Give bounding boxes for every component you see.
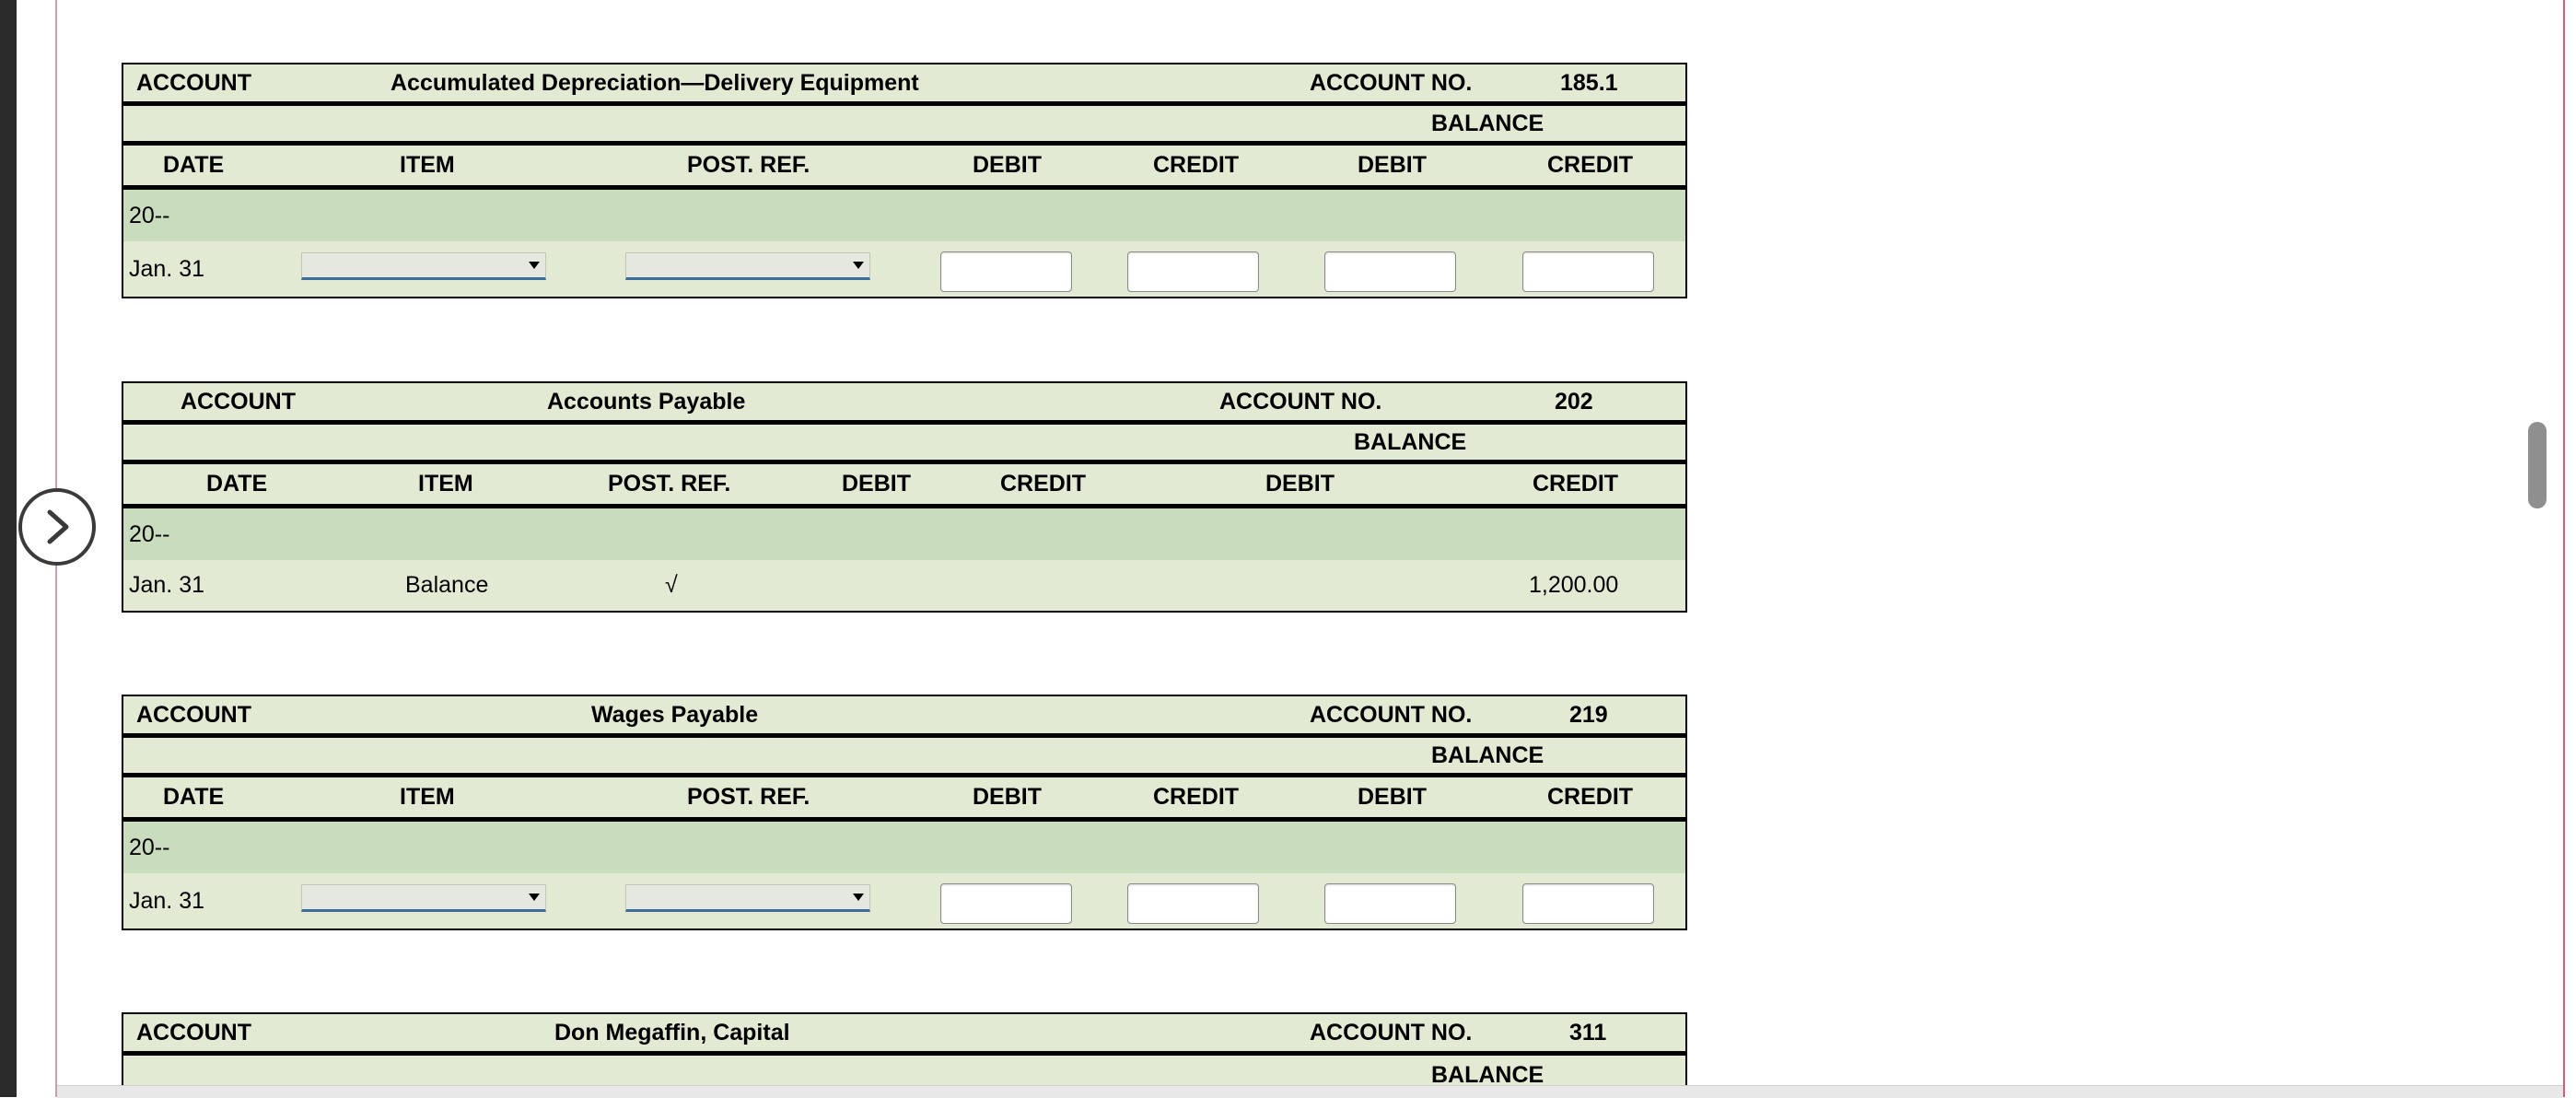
year-label: 20-- (129, 202, 170, 228)
balance-header-row (123, 425, 1685, 464)
entry-item: Balance (405, 572, 489, 598)
year-row (123, 508, 1685, 560)
year-label: 20-- (129, 520, 170, 547)
balance-label: BALANCE (1431, 742, 1544, 768)
debit-input[interactable] (940, 251, 1072, 292)
entry-date: Jan. 31 (129, 255, 205, 282)
entry-post-ref: √ (665, 572, 678, 598)
year-row (123, 190, 1685, 241)
account-label: ACCOUNT (136, 1019, 251, 1045)
horizontal-scrollbar[interactable] (57, 1085, 2563, 1098)
account-header-row (123, 64, 1685, 106)
entry-balance-credit: 1,200.00 (1529, 572, 1619, 598)
account-label: ACCOUNT (136, 69, 251, 96)
col-post-ref: POST. REF. (687, 784, 810, 810)
col-date: DATE (163, 784, 225, 810)
account-no: 185.1 (1560, 69, 1618, 96)
column-header-row (123, 146, 1685, 190)
account-no-label: ACCOUNT NO. (1310, 1019, 1473, 1045)
chevron-right-icon (39, 507, 76, 547)
item-dropdown[interactable] (301, 252, 546, 280)
debit-input[interactable] (940, 883, 1072, 924)
ledger-don-megaffin-capital (122, 1012, 1687, 1085)
year-label: 20-- (129, 834, 170, 860)
balance-header-row (123, 106, 1685, 146)
balance-label: BALANCE (1354, 428, 1467, 455)
col-debit: DEBIT (973, 784, 1042, 810)
dropdown-arrow-icon (529, 262, 540, 269)
account-name: Accumulated Depreciation—Delivery Equipment (390, 69, 919, 96)
balance-credit-input[interactable] (1522, 883, 1654, 924)
balance-credit-input[interactable] (1522, 251, 1654, 292)
content-right-border (2563, 0, 2565, 1097)
account-label: ACCOUNT (181, 388, 296, 415)
account-no: 219 (1569, 701, 1608, 728)
col-date: DATE (206, 471, 268, 496)
account-header-row (123, 383, 1685, 425)
account-no-label: ACCOUNT NO. (1310, 69, 1473, 96)
entry-date: Jan. 31 (129, 572, 205, 598)
column-header-row (123, 777, 1685, 822)
account-no-label: ACCOUNT NO. (1219, 388, 1382, 415)
balance-label: BALANCE (1431, 110, 1544, 136)
col-balance-debit: DEBIT (1358, 152, 1427, 178)
account-name: Wages Payable (591, 701, 759, 728)
col-balance-credit: CREDIT (1547, 152, 1634, 178)
col-item: ITEM (418, 471, 473, 496)
col-balance-credit: CREDIT (1547, 784, 1634, 810)
col-item: ITEM (400, 152, 455, 178)
account-no-label: ACCOUNT NO. (1310, 701, 1473, 728)
account-header-row (123, 696, 1685, 738)
left-panel-rail (0, 0, 17, 1097)
entry-date: Jan. 31 (129, 887, 205, 914)
account-label: ACCOUNT (136, 701, 251, 728)
ledger-wages-payable (122, 695, 1687, 930)
account-no: 202 (1555, 388, 1593, 415)
column-header-row (123, 464, 1685, 508)
post-ref-dropdown[interactable] (625, 884, 870, 912)
col-date: DATE (163, 152, 225, 178)
entry-row (123, 873, 1685, 929)
account-no: 311 (1569, 1019, 1607, 1045)
col-credit: CREDIT (1000, 471, 1087, 496)
col-post-ref: POST. REF. (608, 471, 731, 496)
entry-row (123, 241, 1685, 297)
col-item: ITEM (400, 784, 455, 810)
col-credit: CREDIT (1153, 784, 1240, 810)
entry-row (123, 560, 1685, 611)
year-row (123, 822, 1685, 873)
vertical-scrollbar-thumb[interactable] (2528, 422, 2547, 508)
col-balance-debit: DEBIT (1265, 471, 1335, 496)
balance-debit-input[interactable] (1324, 251, 1456, 292)
balance-header-row (123, 738, 1685, 777)
dropdown-arrow-icon (529, 894, 540, 901)
col-debit: DEBIT (973, 152, 1042, 178)
balance-debit-input[interactable] (1324, 883, 1456, 924)
expand-panel-button[interactable] (18, 488, 96, 566)
col-balance-debit: DEBIT (1358, 784, 1427, 810)
account-name: Accounts Payable (547, 388, 746, 415)
item-dropdown[interactable] (301, 884, 546, 912)
col-credit: CREDIT (1153, 152, 1240, 178)
col-post-ref: POST. REF. (687, 152, 810, 178)
post-ref-dropdown[interactable] (625, 252, 870, 280)
ledger-accumulated-depreciation (122, 63, 1687, 298)
ledger-accounts-payable (122, 381, 1687, 613)
dropdown-arrow-icon (853, 894, 864, 901)
account-header-row (123, 1014, 1685, 1056)
col-debit: DEBIT (842, 471, 911, 496)
balance-header-row (123, 1056, 1685, 1085)
account-name: Don Megaffin, Capital (554, 1019, 790, 1045)
balance-label: BALANCE (1431, 1062, 1544, 1085)
dropdown-arrow-icon (853, 262, 864, 269)
credit-input[interactable] (1127, 251, 1259, 292)
col-balance-credit: CREDIT (1533, 471, 1619, 496)
credit-input[interactable] (1127, 883, 1259, 924)
